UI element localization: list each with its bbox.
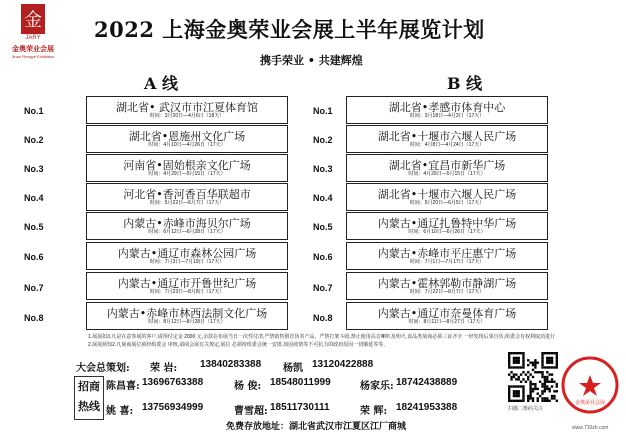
venue-name: 内蒙古•霍林郭勒市静湖广场 [377, 277, 517, 290]
venue-name: 内蒙古•通辽扎鲁特中华广场 [377, 217, 517, 230]
logo-text: JARY [25, 35, 41, 41]
hotline-name-4: 姚 喜: [106, 406, 134, 417]
venue-date: 时间：7月23日—8月8日（17天） [149, 289, 225, 295]
line-b-venue-6 [346, 242, 548, 270]
line-a-venue-2 [86, 125, 288, 153]
venue-name: 内蒙古•赤峰市海贝尔广场 [123, 217, 251, 230]
venue-name: 内蒙古•赤峰市林西法制文化广场 [106, 307, 268, 320]
venue-date: 时间：7月1日—7月17日（17天） [409, 259, 485, 265]
line-b-venue-1 [346, 96, 548, 124]
qr-code [508, 352, 558, 402]
line-b-no-2: No.2 [313, 135, 333, 145]
venue-date: 时间：7月3日—7月19日（17天） [149, 259, 225, 265]
venue-date: 时间：8月12日—8月28日（17天） [148, 319, 226, 325]
hotline-label: 招商热线 [74, 376, 104, 420]
note-line-2: 2.展展须知2.凡展商展位须经组委会 审核,请阅会展有关规定,展位 必须按组委会统一安排,如因疫情等不可抗力的政府原因一切顺延等等。 [88, 342, 389, 348]
page-title: 2022 上海金奥荣业会展上半年展览计划 [94, 17, 485, 42]
venue-name: 湖北省•孝感市体育中心 [388, 101, 506, 114]
venue-date: 时间：8月11日—8月27日（17天） [408, 319, 486, 325]
venue-name: 内蒙古•通辽市开鲁世纪广场 [117, 277, 257, 290]
line-b-no-3: No.3 [313, 164, 333, 174]
hotline-phone-2: 18548011999 [270, 377, 331, 388]
hotline-phone-4: 13756934999 [142, 402, 204, 413]
hotline-name-6: 荣 辉: [360, 406, 388, 417]
venue-date: 时间：5月22日—6月7日（17天） [149, 200, 225, 206]
line-b-no-6: No.6 [313, 252, 333, 262]
director-label: 大会总策划: [76, 363, 130, 374]
venue-name: 湖北省• 武汉市市江夏体育馆 [116, 101, 258, 114]
venue-name: 河南省•固始根亲文化广场 [123, 159, 251, 172]
line-b-no-5: No.5 [313, 222, 333, 232]
venue-name: 湖北省•十堰市六堰人民广场 [377, 188, 517, 201]
venue-date: 时间：4月10日—4月26日（17天） [148, 142, 226, 148]
address: 免费存放地址：湖北省武汉市江夏区江厂商城 [226, 422, 407, 432]
venue-name: 湖北省•十堰市六堰人民广场 [377, 130, 517, 143]
second-contact-phone: 13120422888 [312, 359, 374, 370]
line-b-venue-5 [346, 212, 548, 240]
line-a-no-6: No.6 [24, 252, 44, 262]
line-a-no-7: No.7 [24, 283, 44, 293]
company-seal [560, 355, 620, 415]
line-b-venue-7 [346, 272, 548, 300]
line-a-venue-1 [86, 96, 288, 124]
line-b-venue-3 [346, 154, 548, 182]
second-contact-name: 杨凯 [283, 363, 303, 374]
hotline-name-5: 曹雪超: [234, 406, 268, 417]
seal-text: 金奥荣业会展 [574, 400, 605, 406]
hotline-phone-5: 18511730111 [270, 402, 330, 413]
director-phone: 13840283388 [200, 359, 262, 370]
venue-date: 时间：4月29日—5月15日（17天） [148, 171, 226, 177]
line-b-no-4: No.4 [313, 193, 333, 203]
venue-date: 时间：3月20日—4月6日（18天） [149, 113, 225, 119]
venue-name: 内蒙古•赤峰市平庄惠宁广场 [377, 247, 517, 260]
venue-name: 内蒙古•通辽市森林公园广场 [117, 247, 257, 260]
venue-date: 时间：6月10日—6月26日（17天） [408, 229, 486, 235]
venue-date: 时间：6月12日—6月28日（17天） [148, 229, 226, 235]
watermark-site: www.710zh.com [572, 425, 609, 431]
line-a-venue-4 [86, 183, 288, 211]
venue-date: 时间：3月18日—4月3日（17天） [409, 113, 485, 119]
company-logo [6, 4, 60, 66]
line-a-no-1: No.1 [24, 106, 44, 116]
hotline-phone-1: 13696763388 [142, 377, 204, 388]
venue-date: 时间：7月22日—8月7日（17天） [409, 289, 485, 295]
line-a-no-8: No.8 [24, 313, 44, 323]
venue-name: 湖北省•恩施州文化广场 [128, 130, 246, 143]
line-a-venue-8 [86, 302, 288, 330]
line-a-no-5: No.5 [24, 222, 44, 232]
hotline-name-2: 杨 俊: [234, 381, 262, 392]
venue-name: 湖北省•宜昌市新华广场 [388, 159, 506, 172]
hotline-name-3: 杨家乐: [360, 381, 394, 392]
line-a-venue-7 [86, 272, 288, 300]
line-a-heading: A 线 [144, 74, 178, 93]
line-b-venue-2 [346, 125, 548, 153]
logo-caption-en: Jinao Rongye Exhibition [11, 54, 55, 59]
venue-date: 时间：4月8日—4月24日（17天） [409, 142, 485, 148]
note-line-1: 1.展展如3.凡是在意参展的客户,请预付定金 2000 元,余款在布展当日一次性付清,严禁销售假冒伪劣产品，严禁打架斗殴,禁止使用高音喇叭及明火,食品类展商必须三证齐全 一经发现后果自负,组委会有权利取消进行 [88, 334, 555, 340]
line-b-venue-4 [346, 183, 548, 211]
venue-name: 河北省•香河香百华联超市 [123, 188, 251, 201]
venue-date: 时间：4月29日—5月15日（17天） [408, 171, 486, 177]
line-b-venue-8 [346, 302, 548, 330]
qr-caption: 扫描二维码关注 [508, 406, 544, 412]
logo-caption: 金奥荣业会展 [12, 44, 54, 53]
line-a-venue-5 [86, 212, 288, 240]
line-a-no-3: No.3 [24, 164, 44, 174]
line-b-no-8: No.8 [313, 313, 333, 323]
hotline-phone-6: 18241953388 [396, 402, 458, 413]
hotline-phone-3: 18742438889 [396, 377, 458, 388]
director-name: 荣 岩: [150, 363, 178, 374]
hotline-name-1: 陈昌喜: [106, 381, 140, 392]
venue-name: 内蒙古•通辽市奈曼体育广场 [377, 307, 517, 320]
line-a-no-4: No.4 [24, 193, 44, 203]
line-a-venue-6 [86, 242, 288, 270]
line-a-no-2: No.2 [24, 135, 44, 145]
line-b-no-1: No.1 [313, 106, 333, 116]
line-b-heading: B 线 [447, 74, 483, 93]
line-b-no-7: No.7 [313, 283, 333, 293]
line-a-venue-3 [86, 154, 288, 182]
svg-text:金: 金 [24, 10, 42, 31]
venue-date: 时间：5月20日—6月5日（17天） [409, 200, 485, 206]
slogan: 携手荣业 • 共建辉煌 [260, 54, 363, 67]
